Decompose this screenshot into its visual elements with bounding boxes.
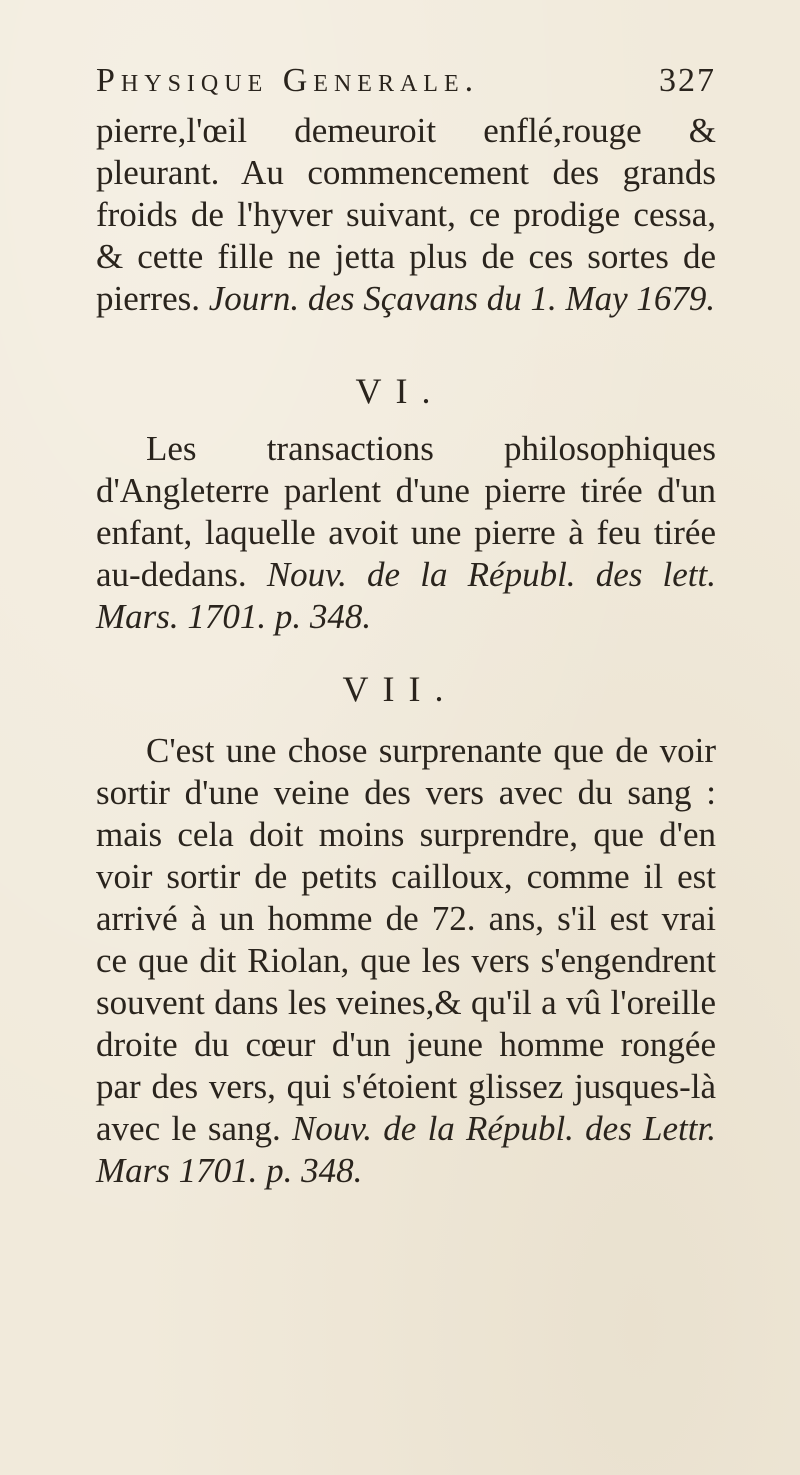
section-vi-heading: VI.	[355, 371, 445, 411]
section-vi-citation: Nouv. de la Républ. des lett. Mars. 1701. p. 348.	[96, 555, 717, 636]
section-vi-body	[96, 428, 716, 638]
running-title: Physique Generale.	[96, 62, 480, 99]
page-number: 327	[659, 62, 716, 99]
running-header	[96, 62, 716, 100]
section-vii-citation: Nouv. de la Républ. des Lettr. Mars 1701. p. 348.	[96, 1109, 716, 1190]
section-vii-text: C'est une chose surprenante que de voir sortir d'une veine des vers avec du sang : mais cela doit moins surprendre, que d'en voir sortir de petits cailloux, comme il est arrivé à un homme de 72. ans, s'il est vrai ce que dit Riolan, que les vers s'engendrent souvent dans les veines,& qu'il a vû l'oreille droite du cœur d'un jeune homme rongée par des vers, qui s'étoient glissez jusques-là avec le sang.	[96, 731, 716, 1148]
section-vii-body	[96, 730, 716, 1192]
section-vii-heading: VII.	[342, 669, 458, 709]
section-vi-text: Les transactions philosophiques d'Angleterre parlent d'une pierre tirée d'un enfant, laquelle avoit une pierre à feu tirée au-dedans.	[96, 429, 716, 594]
section-v-citation: Journ. des Sçavans du 1. May 1679.	[208, 279, 716, 318]
section-v-text: pierre,l'œil demeuroit enflé,rouge & pleurant. Au commencement des grands froids de l'hyver suivant, ce prodige cessa, & cette fille ne jetta plus de ces sortes de pierres.	[96, 111, 716, 318]
section-v-continuation	[96, 110, 716, 320]
